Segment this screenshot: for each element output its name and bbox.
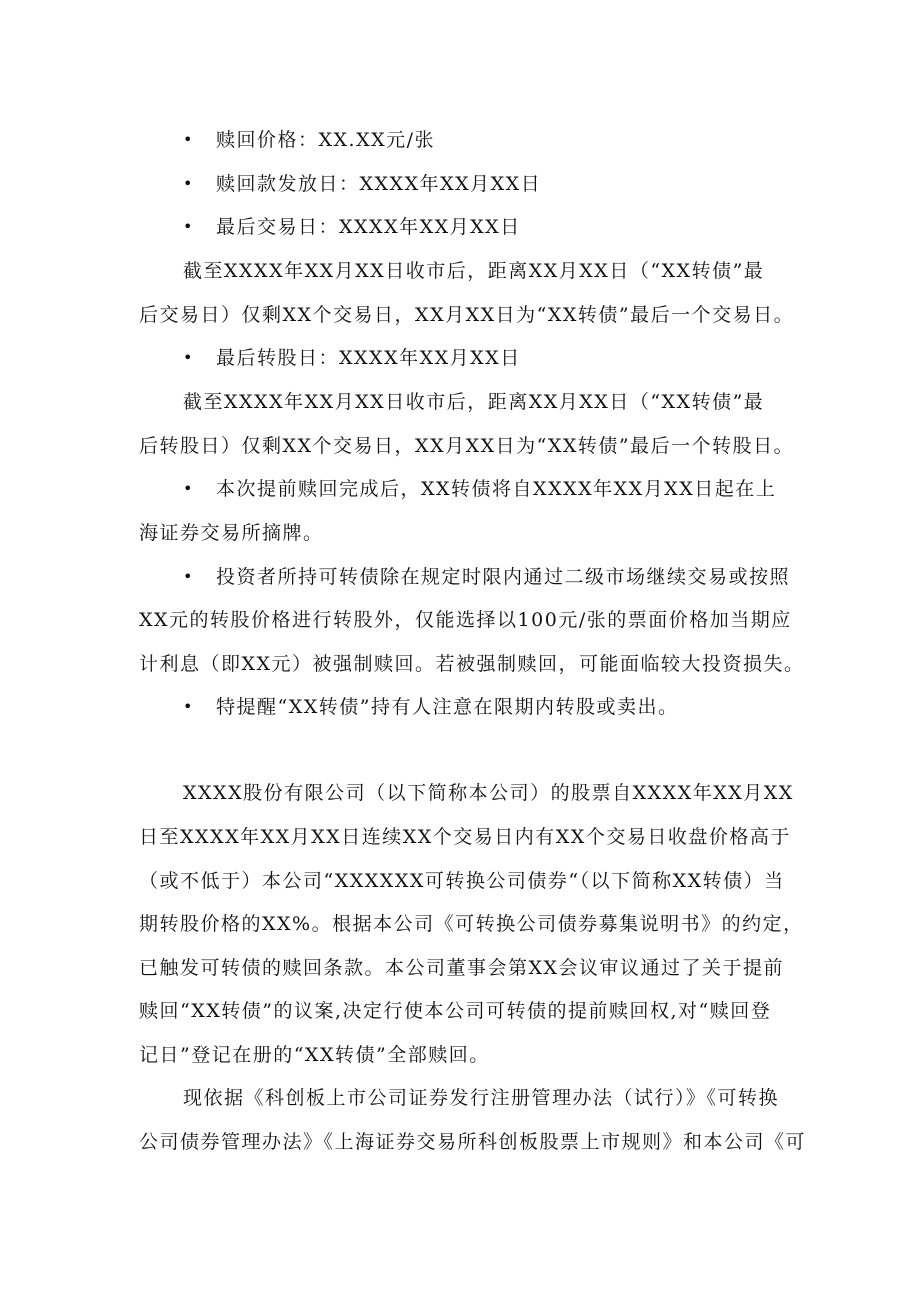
bullet-icon: • [183,479,193,498]
bullet-icon: • [183,567,193,586]
paragraph-line: 截至XXXX年XX月XX日收市后，距离XX月XX日（“XX转债”最 [183,260,765,282]
bullet-icon: • [183,174,193,193]
bullet-redeem-price: 赎回价格：XX.XX元/张 [216,129,436,151]
bullet-icon: • [183,130,193,149]
paragraph-line: XX元的转股价格进行转股外，仅能选择以100元/张的票面价格加当期应 [139,609,792,631]
paragraph-line: 后交易日）仅剩XX个交易日，XX月XX日为“XX转债”最后一个交易日。 [139,304,795,326]
bullet-icon: • [183,697,193,716]
bullet-investor-notice: 投资者所持可转债除在规定时限内通过二级市场继续交易或按照 [216,566,791,588]
paragraph-line: 已触发可转债的赎回条款。本公司董事会第XX会议审议通过了关于提前 [139,957,785,979]
paragraph-line: 期转股价格的XX%。根据本公司《可转换公司债券募集说明书》的约定， [139,913,804,935]
paragraph-line: XXXX股份有限公司（以下简称本公司）的股票自XXXX年XX月XX [183,782,794,804]
bullet-redeem-payment-date: 赎回款发放日：XXXX年XX月XX日 [216,173,542,195]
bullet-last-conversion-day: 最后转股日：XXXX年XX月XX日 [216,347,521,369]
bullet-icon: • [183,348,193,367]
paragraph-line: 记日”登记在册的“XX转债”全部赎回。 [139,1044,490,1066]
bullet-special-reminder: 特提醒“XX转债”持有人注意在限期内转股或卖出。 [216,696,679,718]
paragraph-line: 赎回“XX转债”的议案,决定行使本公司可转债的提前赎回权,对“赎回登 [139,1000,772,1022]
paragraph-line: （或不低于）本公司“XXXXXX可转换公司债券“（以下简称XX转债）当 [139,870,785,892]
bullet-icon: • [183,217,193,236]
paragraph-line: 日至XXXX年XX月XX日连续XX个交易日内有XX个交易日收盘价格高于 [139,826,791,848]
paragraph-line: 截至XXXX年XX月XX日收市后，距离XX月XX日（“XX转债”最 [183,391,765,413]
bullet-last-trading-day: 最后交易日：XXXX年XX月XX日 [216,216,521,238]
bullet-delisting: 本次提前赎回完成后，XX转债将自XXXX年XX月XX日起在上 [216,478,777,500]
paragraph-line: 海证券交易所摘牌。 [139,522,324,544]
paragraph-line: 现依据《科创板上市公司证券发行注册管理办法（试行）》《可转换 [183,1087,780,1109]
paragraph-line: 计利息（即XX元）被强制赎回。若被强制赎回，可能面临较大投资损失。 [139,653,805,675]
paragraph-line: 后转股日）仅剩XX个交易日，XX月XX日为“XX转债”最后一个转股日。 [139,435,795,457]
paragraph-line: 公司债券管理办法》《上海证券交易所科创板股票上市规则》和本公司《可 [139,1131,807,1153]
